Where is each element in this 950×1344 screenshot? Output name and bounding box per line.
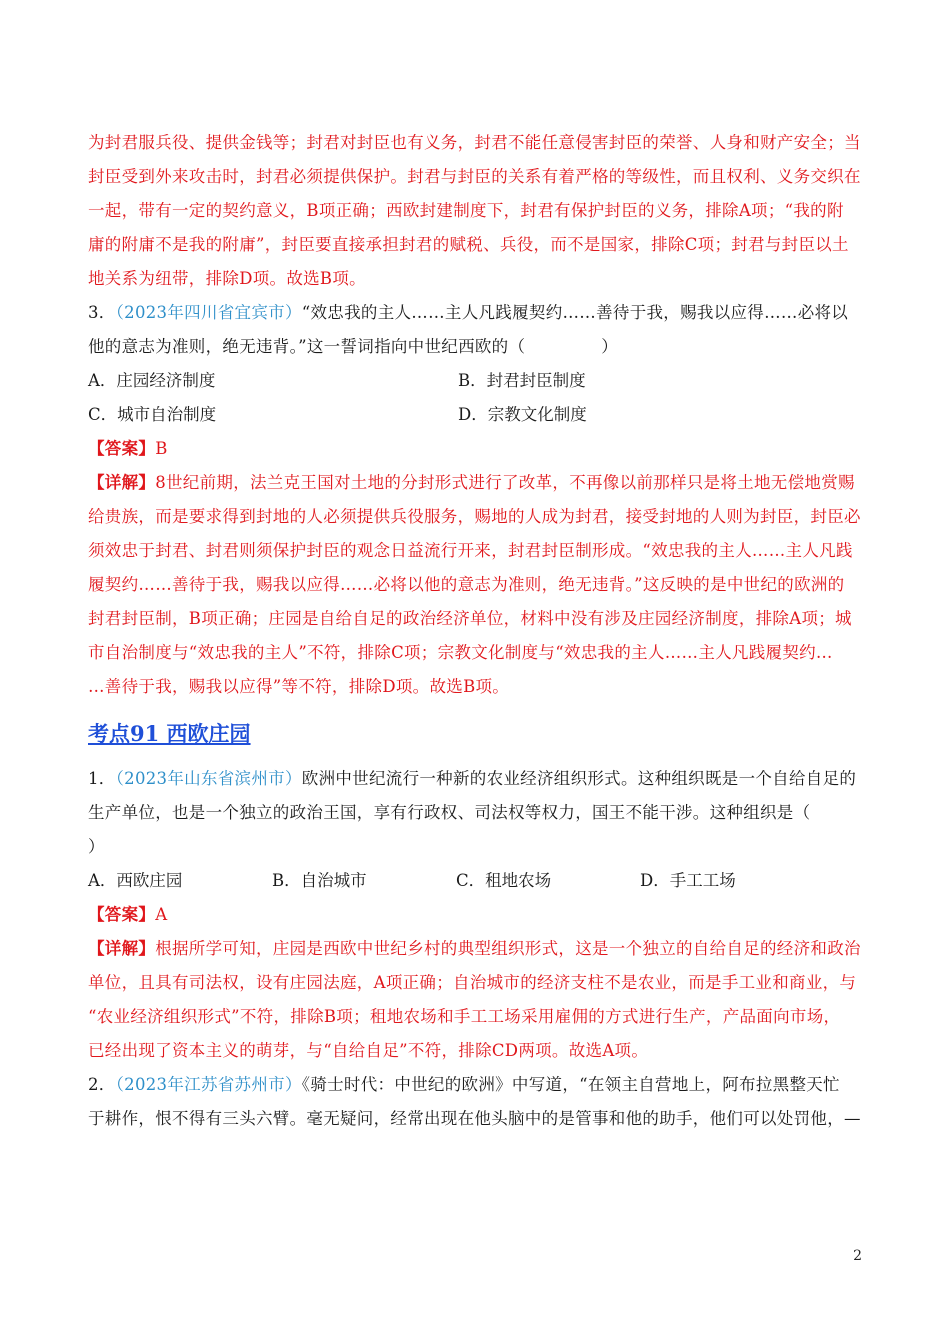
question-stem-line: ）	[88, 837, 105, 856]
answer-line	[88, 432, 864, 466]
explanation-line: 市自治制度与“效忠我的主人”不符，排除C项；宗教文化制度与“效忠我的主人……主人凡践履契约…	[88, 643, 833, 662]
question-stem-line	[88, 762, 864, 796]
question-stem-line	[88, 330, 864, 364]
question-source: （2023年四川省宜宾市）	[115, 303, 302, 322]
section-question-1	[88, 762, 864, 1068]
text-line: 庸的附庸不是我的附庸”，封臣要直接承担封君的赋税、兵役，而不是国家，排除C项；封君与封臣以土	[88, 235, 849, 254]
explanation-tag: 【详解】	[88, 473, 156, 492]
question-text: 欧洲中世纪流行一种新的农业经济组织形式。这种组织既是一个自给自足的	[301, 769, 857, 788]
option-b: B．自治城市	[272, 871, 367, 890]
explanation-line: 履契约……善待于我，赐我以应得……必将以他的意志为准则，绝无违背。”这反映的是中世纪的欧洲的	[88, 575, 845, 594]
explanation-continuation	[88, 126, 864, 296]
explanation-line: 须效忠于封君、封君则须保护封臣的观念日益流行开来，封君封臣制形成。“效忠我的主人……主人凡践	[88, 541, 853, 560]
question-text: 《骑士时代：中世纪的欧洲》中写道，“在领主自营地上，阿布拉黑整天忙	[301, 1075, 840, 1094]
option-b: B．封君封臣制度	[458, 371, 586, 390]
text-line: 为封君服兵役、提供金钱等；封君对封臣也有义务，封君不能任意侵害封臣的荣誉、人身和财产安全；当	[88, 133, 861, 152]
explanation-line: 给贵族，而是要求得到封地的人必须提供兵役服务，赐地的人成为封君，接受封地的人则为封臣，封臣必	[88, 507, 861, 526]
option-a: A．西欧庄园	[88, 871, 183, 890]
explanation-line: 已经出现了资本主义的萌芽，与“自给自足”不符，排除CD两项。故选A项。	[88, 1041, 649, 1060]
document-page	[88, 126, 864, 1136]
answer-line	[88, 898, 864, 932]
answer-tag: 【答案】	[88, 439, 156, 458]
question-3	[88, 296, 864, 704]
options-row	[88, 364, 864, 398]
option-c: C．城市自治制度	[88, 405, 217, 424]
page-number: 2	[853, 1248, 862, 1264]
question-source: （2023年江苏省苏州市）	[115, 1075, 302, 1094]
explanation-text: 8世纪前期，法兰克王国对土地的分封形式进行了改革，不再像以前那样只是将土地无偿地赏赐	[155, 473, 855, 492]
question-stem-line	[88, 1068, 864, 1102]
section-question-2	[88, 1068, 864, 1136]
options-row	[88, 864, 864, 898]
option-a: A．庄园经济制度	[88, 371, 216, 390]
explanation-line: 封君封臣制，B项正确；庄园是自给自足的政治经济单位，材料中没有涉及庄园经济制度，排除A项；城	[88, 609, 852, 628]
answer-value: A	[155, 905, 168, 924]
question-stem-line: 生产单位，也是一个独立的政治王国，享有行政权、司法权等权力，国王不能干涉。这种组织是（	[88, 803, 811, 822]
question-source: （2023年山东省滨州市）	[115, 769, 302, 788]
question-number: 3．	[88, 303, 116, 322]
text-line: 封臣受到外来攻击时，封君必须提供保护。封君与封臣的关系有着严格的等级性，而且权利、义务交织在	[88, 167, 861, 186]
explanation-line: 单位，且具有司法权，设有庄园法庭，A项正确；自治城市的经济支柱不是农业，而是手工业和商业，与	[88, 973, 857, 992]
option-c: C．租地农场	[456, 871, 552, 890]
explanation-line: …善待于我，赐我以应得”等不符，排除D项。故选B项。	[88, 677, 510, 696]
text-line: 地关系为纽带，排除D项。故选B项。	[88, 269, 366, 288]
explanation-line: “农业经济组织形式”不符，排除B项；租地农场和手工工场采用雇佣的方式进行生产，产品面向市场，	[88, 1007, 841, 1026]
option-d: D．手工工场	[640, 871, 736, 890]
explanation-tag: 【详解】	[88, 939, 156, 958]
question-stem-line	[88, 296, 864, 330]
answer-tag: 【答案】	[88, 905, 156, 924]
question-text: “效忠我的主人……主人凡践履契约……善待于我，赐我以应得……必将以	[301, 303, 849, 322]
explanation-text: 根据所学可知，庄园是西欧中世纪乡村的典型组织形式，这是一个独立的自给自足的经济和政治	[155, 939, 861, 958]
question-number: 1．	[88, 769, 116, 788]
explanation-line	[88, 466, 864, 500]
question-stem-line: 于耕作，恨不得有三头六臂。毫无疑问，经常出现在他头脑中的是管事和他的助手，他们可以处罚他，—	[88, 1109, 861, 1128]
question-text: ）	[601, 337, 619, 356]
section-heading: 考点91 西欧庄园	[88, 721, 251, 746]
text-line: 一起，带有一定的契约意义，B项正确；西欧封建制度下，封君有保护封臣的义务，排除A项；“我的附	[88, 201, 844, 220]
question-text: 他的意志为准则，绝无违背。”这一誓词指向中世纪西欧的（	[88, 337, 526, 356]
answer-value: B	[155, 439, 168, 458]
explanation-line	[88, 932, 864, 966]
question-number: 2．	[88, 1075, 116, 1094]
options-row	[88, 398, 864, 432]
option-d: D．宗教文化制度	[458, 405, 587, 424]
